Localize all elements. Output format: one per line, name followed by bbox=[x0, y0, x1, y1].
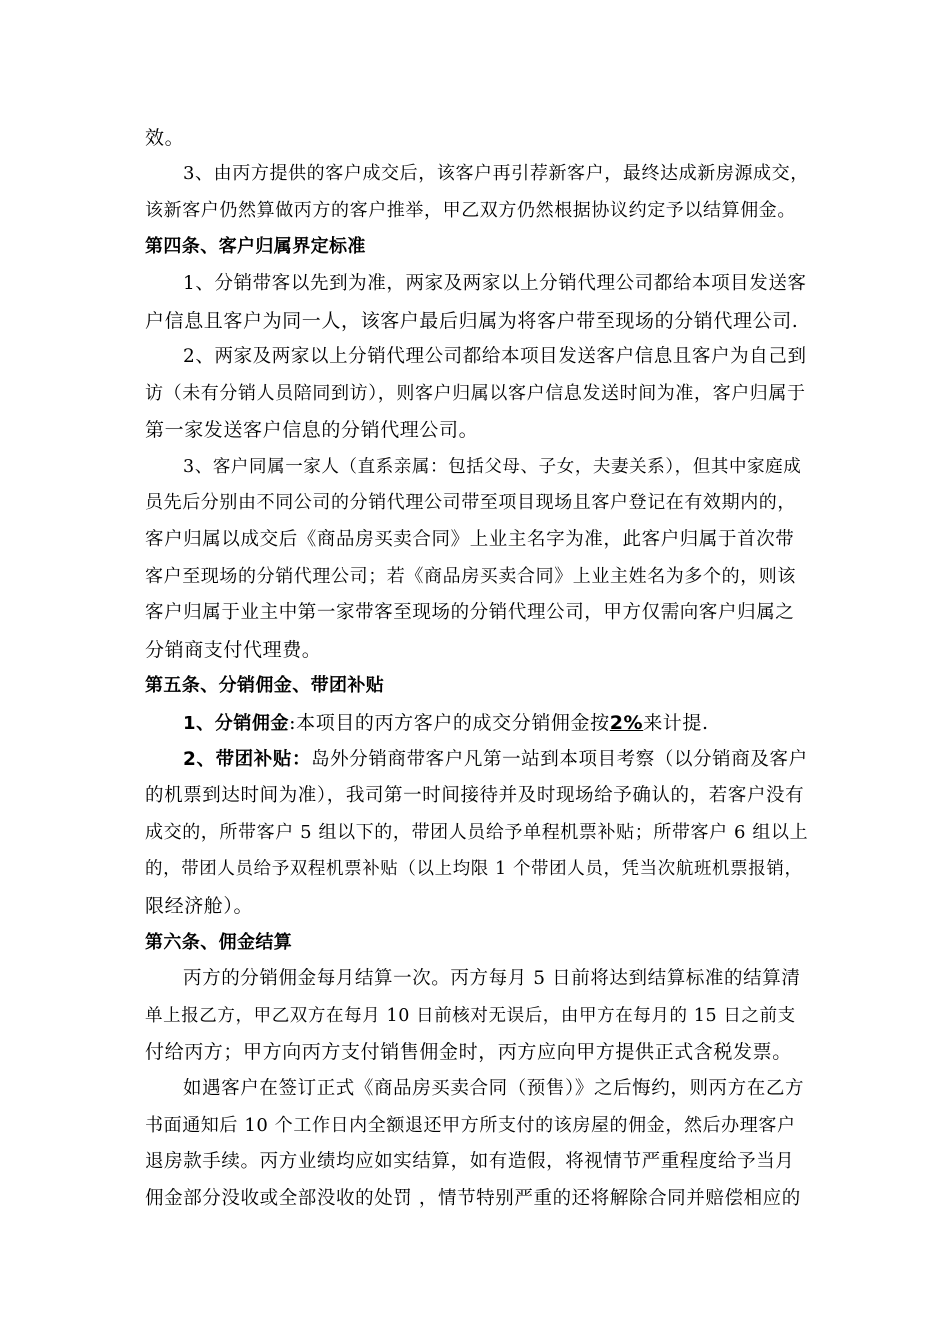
section-heading-5: 第五条、分销佣金、带团补贴 bbox=[145, 675, 385, 696]
item-text: 来计提. bbox=[643, 712, 709, 734]
item-label: 1、分销佣金 bbox=[183, 713, 290, 734]
paragraph-line bbox=[183, 748, 810, 772]
item-text: :本项目的丙方客户的成交分销佣金按 bbox=[289, 712, 610, 734]
paragraph-line: 客户至现场的分销代理公司；若《商品房买卖合同》上业主姓名为多个的，则该 bbox=[145, 566, 796, 587]
section-heading-4: 第四条、客户归属界定标准 bbox=[145, 236, 366, 257]
item-text: 岛外分销商带客户凡第一站到本项目考察（以分销商及客户 bbox=[311, 749, 808, 770]
item-label: 2、带团补贴： bbox=[183, 749, 312, 770]
paragraph-line: 访（未有分销人员陪同到访），则客户归属以客户信息发送时间为准，客户归属于 bbox=[145, 383, 806, 404]
paragraph-line: 佣金部分没收或全部没收的处罚 ，情节特别严重的还将解除合同并赔偿相应的 bbox=[145, 1188, 801, 1209]
paragraph-line: 书面通知后 10 个工作日内全额退还甲方所支付的该房屋的佣金，然后办理客户 bbox=[145, 1115, 796, 1136]
paragraph-line: 3、客户同属一家人（直系亲属：包括父母、子女，夫妻关系），但其中家庭成 bbox=[183, 457, 802, 477]
paragraph-line: 单上报乙方，甲乙双方在每月 10 日前核对无误后，由甲方在每月的 15 日之前支 bbox=[145, 1006, 796, 1026]
paragraph-line: 2、两家及两家以上分销代理公司都给本项目发送客户信息且客户为自己到 bbox=[183, 346, 807, 367]
paragraph-line: 如遇客户在签订正式《商品房买卖合同（预售）》之后悔约，则丙方在乙方 bbox=[183, 1078, 805, 1099]
commission-rate: 2% bbox=[609, 712, 644, 734]
paragraph-line: 限经济舱）。 bbox=[145, 895, 254, 917]
paragraph-line: 员先后分别由不同公司的分销代理公司带至项目现场且客户登记在有效期内的， bbox=[145, 492, 796, 513]
paragraph-line: 3、由丙方提供的客户成交后，该客户再引荐新客户，最终达成新房源成交， bbox=[183, 163, 809, 184]
paragraph-line: 退房款手续。丙方业绩均应如实结算，如有造假，将视情节严重程度给予当月 bbox=[145, 1151, 795, 1172]
paragraph-line: 客户归属于业主中第一家带客至现场的分销代理公司，甲方仅需向客户归属之 bbox=[145, 602, 795, 623]
paragraph-line: 客户归属以成交后《商品房买卖合同》上业主名字为准，此客户归属于首次带 bbox=[145, 529, 795, 550]
paragraph-line: 效。 bbox=[145, 127, 185, 149]
paragraph-line: 的机票到达时间为准），我司第一时间接待并及时现场给予确认的，若客户没有 bbox=[145, 785, 805, 806]
paragraph-line: 该新客户仍然算做丙方的客户推举，甲乙双方仍然根据协议约定予以结算佣金。 bbox=[145, 200, 796, 221]
paragraph-line: 第一家发送客户信息的分销代理公司。 bbox=[145, 419, 479, 441]
paragraph-line: 的，带团人员给予双程机票补贴（以上均限 1 个带团人员，凭当次航班机票报销， bbox=[145, 859, 803, 879]
paragraph-line: 丙方的分销佣金每月结算一次。丙方每月 5 日前将达到结算标准的结算清 bbox=[183, 968, 801, 989]
paragraph-line: 户信息且客户为同一人，该客户最后归属为将客户带至现场的分销代理公司. bbox=[145, 310, 799, 332]
paragraph-line: 分销商支付代理费。 bbox=[145, 639, 322, 661]
paragraph-line: 付给丙方；甲方向丙方支付销售佣金时，丙方应向甲方提供正式含税发票。 bbox=[145, 1041, 792, 1063]
paragraph-line bbox=[183, 711, 810, 736]
section-heading-6: 第六条、佣金结算 bbox=[145, 932, 293, 953]
paragraph-line: 成交的，所带客户 5 组以下的，带团人员给予单程机票补贴；所带客户 6 组以上 bbox=[145, 822, 809, 843]
paragraph-line: 1、分销带客以先到为准，两家及两家以上分销代理公司都给本项目发送客 bbox=[183, 273, 807, 294]
